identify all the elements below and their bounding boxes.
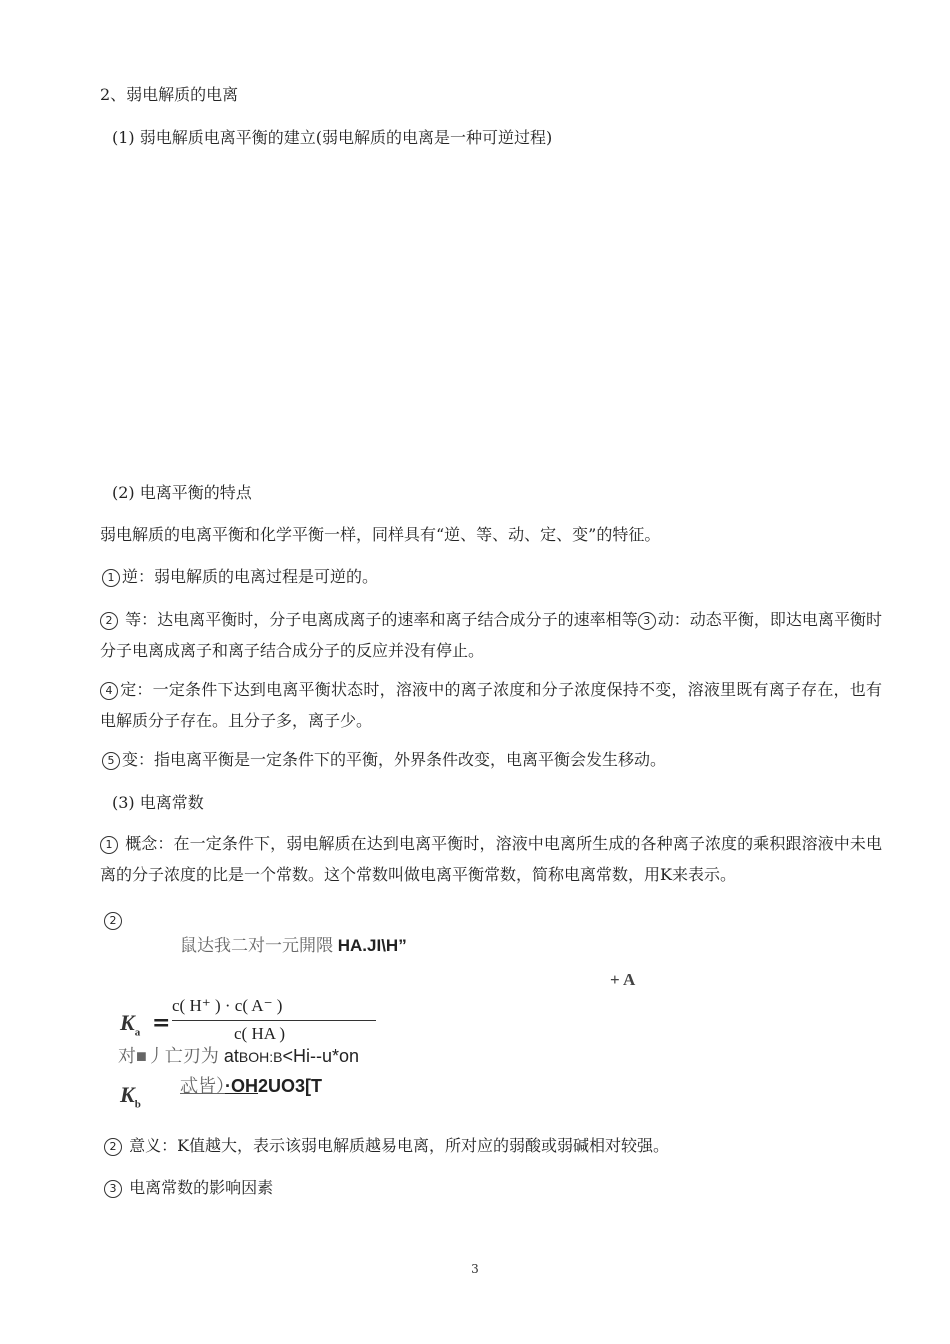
item-4 bbox=[100, 674, 882, 736]
denominator: c( HA ) bbox=[234, 1024, 285, 1043]
item-text: 等：达电离平衡时，分子电离成离子的速率和离子结合成分子的速率相等 bbox=[120, 610, 638, 629]
concept bbox=[100, 828, 882, 890]
circled-number: 3 bbox=[104, 1180, 122, 1198]
item-text: 逆：弱电解质的电离过程是可逆的。 bbox=[122, 567, 379, 586]
factors-text: 电离常数的影响因素 bbox=[124, 1178, 274, 1197]
meaning bbox=[104, 1136, 669, 1156]
fraction-bar bbox=[172, 1020, 376, 1021]
item-text: 变：指电离平衡是一定条件下的平衡，外界条件改变，电离平衡会发生移动。 bbox=[122, 750, 667, 769]
ka-symbol: $K_a$ bbox=[120, 1010, 141, 1039]
circled-number: 3 bbox=[638, 612, 656, 630]
garbled-text: 忒皆） bbox=[180, 1076, 225, 1096]
garbled-bold: HA.JI\H” bbox=[337, 936, 407, 955]
formula-line-3: 对■丿亡刃为 atBOH:B<Hi--u*on bbox=[118, 1046, 360, 1066]
circled-number: 1 bbox=[102, 569, 120, 587]
garbled-text: 对■丿亡刃为 bbox=[118, 1046, 224, 1066]
equals-sign: = bbox=[152, 1010, 171, 1036]
factors bbox=[104, 1178, 273, 1198]
formula-plus-a: + A bbox=[610, 970, 636, 989]
item-5 bbox=[102, 750, 666, 770]
s2-intro: 弱电解质的电离平衡和化学平衡一样，同样具有“逆、等、动、定、变”的特征。 bbox=[100, 525, 661, 544]
circled-number: 2 bbox=[104, 912, 122, 930]
item-2-marker bbox=[104, 910, 124, 930]
page-number: 3 bbox=[471, 1262, 479, 1276]
item-text: 动：动态平衡，即达电离平衡时分子电离成离子和离子结合成分子的反应并没有停止。 bbox=[100, 610, 882, 660]
section-title: 2、弱电解质的电离 bbox=[100, 85, 239, 104]
circled-number: 2 bbox=[104, 1138, 122, 1156]
circled-number: 1 bbox=[100, 836, 118, 854]
meaning-text: 意义：K值越大，表示该弱电解质越易电离，所对应的弱酸或弱碱相对较强。 bbox=[124, 1136, 670, 1155]
formula-line-1 bbox=[180, 936, 407, 956]
circled-number: 5 bbox=[102, 752, 120, 770]
s1-heading: (1) 弱电解质电离平衡的建立(弱电解质的电离是一种可逆过程) bbox=[112, 128, 553, 147]
formula-line-4: 忒皆）·OH2UO3[T bbox=[180, 1076, 323, 1096]
item-2-3 bbox=[100, 604, 882, 666]
s2-heading: (2) 电离平衡的特点 bbox=[112, 483, 252, 502]
item-text: 定：一定条件下达到电离平衡状态时，溶液中的离子浓度和分子浓度保持不变，溶液里既有离子存在，也有电解质分子存在。且分子多，离子少。 bbox=[100, 680, 882, 730]
kb-symbol: $K_b$ bbox=[120, 1082, 141, 1111]
concept-text: 概念：在一定条件下，弱电解质在达到电离平衡时，溶液中电离所生成的各种离子浓度的乘积跟溶液中未电离的分子浓度的比是一个常数。这个常数叫做电离平衡常数，简称电离常数，用K来表示。 bbox=[100, 834, 882, 884]
circled-number: 2 bbox=[100, 612, 118, 630]
item-1 bbox=[102, 567, 378, 587]
garbled-text: 鼠达我二对一元開隈 bbox=[180, 936, 338, 955]
circled-number: 4 bbox=[100, 682, 118, 700]
s3-heading: (3) 电离常数 bbox=[112, 793, 204, 812]
numerator: c( H⁺ ) · c( A⁻ ) bbox=[172, 996, 283, 1015]
